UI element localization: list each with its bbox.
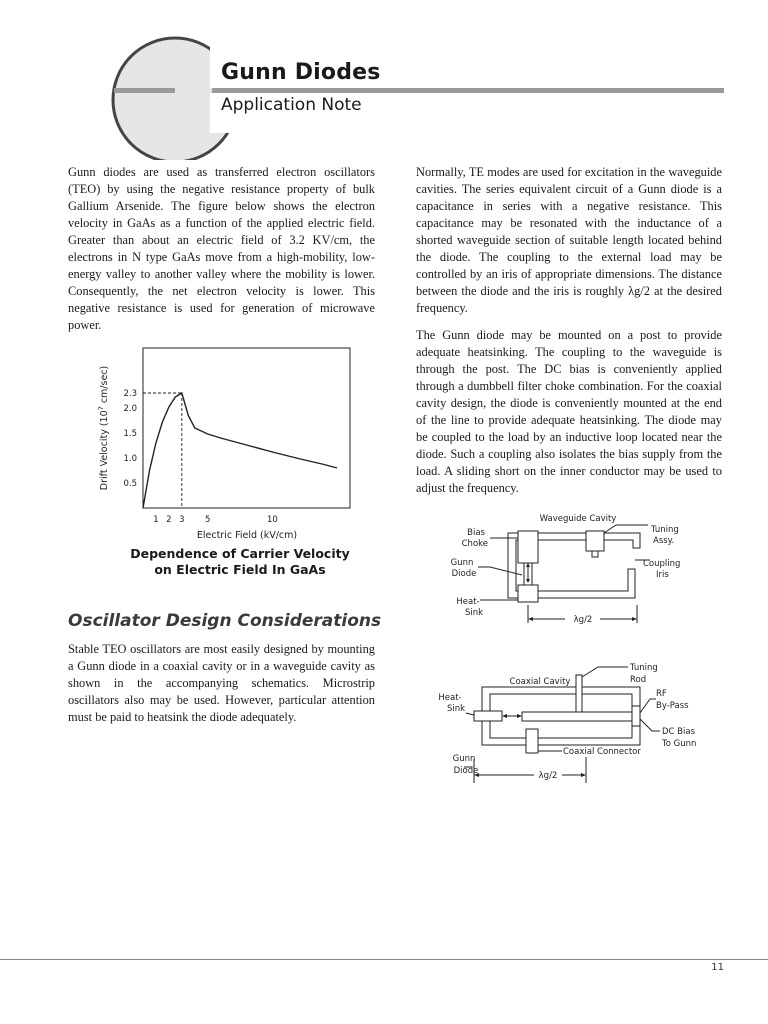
dc-bias-label: DC Bias [662, 727, 696, 737]
coax-tuning-label: Tuning [630, 663, 658, 673]
coax-heat-sink-leader [466, 713, 474, 715]
y-tick-label-2: 1.5 [123, 429, 137, 439]
y-axis-label: Drift Velocity ($10^7$ cm/sec) [97, 365, 110, 491]
rf-label: RF [656, 689, 667, 699]
dc-bias-label-2: To Gunn [662, 739, 697, 749]
section-title: Oscillator Design Considerations [68, 611, 382, 631]
tuning-rod-leader [582, 667, 628, 677]
lambda-label: λg/2 [573, 615, 593, 625]
tuning-label-2: Assy. [653, 536, 675, 546]
right-paragraph-2: The Gunn diode may be mounted on a post to provide adequate heatsinking. The coupling to the waveguide is through the post. The DC bias is conveniently applied through a dumbbell filter choke combination. For the coaxial cavity design, the diode is conveniently mounted at the end of the line to provide adequate heatsinking. The diode may be coupled to the load by an inductive loop located near the diode. Such a coupling also isolates the bias supply from the load. A sliding short on the inner conductor may be used to adjust the frequency. [416, 328, 722, 495]
intro-paragraph: Gunn diodes are used as transferred electron oscillators (TEO) by using the negative resistance property of bulk Gallium Arsenide. The figure below shows the electron velocity in GaAs as a function of the applied electric field. Greater than about an electric field of 3.2 KV/cm, the electrons in N type GaAs move from a high-mobility, low-energy valley to another valley where the mobility is lower. Consequently, the net electron velocity is lower. This negative resistance is used for generation of microwave power. [68, 165, 375, 332]
y-tick-label-3: 2.0 [123, 404, 137, 414]
section-paragraph: Stable TEO oscillators are most easily designed by mounting a Gunn diode in a coaxial cavity or in a waveguide cavity as shown in the accompanying schematics. Microstrip oscillators also may be used. However, particular attention must be paid to heatsink the diode adequately. [68, 642, 375, 724]
page-number: 11 [711, 962, 724, 973]
right-paragraph-1: Normally, TE modes are used for excitation in the waveguide cavities. The series equivalent circuit of a Gunn diode is a capacitance in series with a negative resistance. This capacitance may be resonated with the inductance of a shorted waveguide section of suitable length located behind the diode. The coupling to the external load may be controlled by an iris of appropriate dimensions. The distance between the diode and the iris is roughly λg/2 at the desired frequency. [416, 165, 722, 315]
tuning-leader [604, 525, 648, 533]
x-axis-label: Electric Field (kV/cm) [196, 530, 298, 541]
tuning-assy-block [586, 531, 604, 551]
coupling-label: Coupling [643, 559, 681, 569]
tuning-screw [592, 551, 598, 557]
waveguide-cavity-diagram [440, 505, 700, 630]
header-graphic [0, 0, 768, 160]
coax-lambda-extension [474, 757, 586, 783]
rf-bypass-block [632, 706, 640, 726]
page-subtitle: Application Note [221, 95, 362, 115]
rf-leader [640, 699, 656, 713]
tuning-rod [576, 675, 582, 712]
x-tick-label-0: 1 [153, 515, 159, 525]
coax-heat-sink [474, 711, 502, 721]
y-tick-label-0: 0.5 [123, 479, 137, 489]
coupling-label-2: Iris [656, 570, 669, 580]
heat-sink-label: Heat- [456, 597, 480, 607]
bias-choke-label: Bias [467, 528, 485, 538]
x-tick-label-4: 10 [266, 515, 278, 525]
header-rule [212, 88, 724, 93]
coax-heat-sink-label: Heat- [438, 693, 462, 703]
x-tick-label-3: 5 [204, 515, 211, 525]
waveguide-title: Waveguide Cavity [539, 514, 617, 524]
footer-rule [0, 959, 768, 960]
x-tick-label-2: 3 [179, 515, 185, 525]
x-tick-label-1: 2 [166, 515, 172, 525]
heat-sink-label-2: Sink [464, 608, 484, 618]
coax-connector-block [526, 729, 538, 753]
center-conductor [522, 712, 634, 721]
caption-line-2: on Electric Field In GaAs [154, 562, 326, 577]
coax-gunn-label-2: Diode [453, 766, 479, 776]
y-tick-label-1: 1.0 [123, 454, 137, 464]
coax-tuning-label-2: Rod [630, 675, 647, 685]
coaxial-cavity-diagram [430, 655, 720, 785]
rf-label-2: By-Pass [656, 701, 689, 711]
coax-gunn-label: Gunn [452, 754, 476, 764]
coax-lambda-label: λg/2 [538, 771, 558, 781]
page-title: Gunn Diodes [221, 60, 381, 85]
tuning-label: Tuning [651, 525, 679, 535]
chart-caption [110, 546, 370, 578]
gunn-diode-label-2: Diode [451, 569, 477, 579]
coax-title: Coaxial Cavity [509, 677, 571, 687]
gunn-diode-label: Gunn [450, 558, 474, 568]
velocity-chart [95, 342, 365, 547]
plot-frame [143, 348, 350, 508]
coax-connector-label: Coaxial Connector [563, 747, 641, 757]
caption-line-1: Dependence of Carrier Velocity [130, 546, 350, 561]
heat-sink-block [518, 585, 538, 602]
y-tick-label-4: 2.3 [123, 389, 137, 399]
coax-heat-sink-label-2: Sink [446, 704, 466, 714]
bias-choke-block [518, 531, 538, 563]
gunn-diode-leader [478, 567, 522, 575]
bias-choke-label-2: Choke [461, 539, 488, 549]
dc-bias-leader [640, 719, 660, 731]
